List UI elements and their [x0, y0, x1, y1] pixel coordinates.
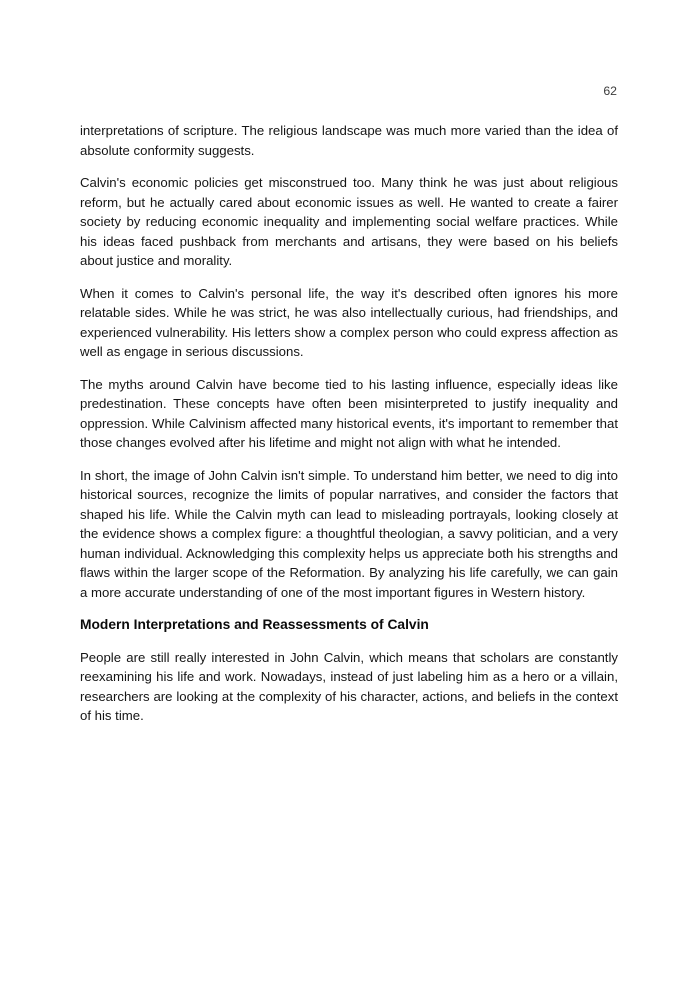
page-number: 62: [603, 84, 617, 98]
section-heading: Modern Interpretations and Reassessments of Calvin: [80, 617, 429, 632]
paragraph-myths-influence: The myths around Calvin have become tied to his lasting influence, especially ideas like predestination. These concepts have often been misinterpreted to justify inequality and oppression. While Calvinism affected many historical events, it's important to remember that those changes evolved after his lifetime and might not align with what he intended.: [80, 376, 618, 450]
page-content: [80, 121, 618, 739]
paragraph-continuation: interpretations of scripture. The religious landscape was much more varied than the idea of absolute conformity suggests.: [80, 123, 618, 158]
paragraph-economic-policies: Calvin's economic policies get misconstrued too. Many think he was just about religious reform, but he actually cared about economic issues as well. He wanted to create a fairer society by reducing economic inequality and implementing social welfare practices. While his ideas faced pushback from merchants and artisans, they were based on his beliefs about justice and morality.: [80, 175, 618, 268]
paragraph-personal-life: When it comes to Calvin's personal life, the way it's described often ignores his more relatable sides. While he was strict, he was also intellectually curious, had friendships, and experienced vulnerability. His letters show a complex person who could express affection as well as engage in serious discussions.: [80, 285, 618, 359]
paragraph-modern-interpretations: People are still really interested in John Calvin, which means that scholars are constantly reexamining his life and work. Nowadays, instead of just labeling him as a hero or a villain, researchers are looking at the complexity of his character, actions, and beliefs in the context of his time.: [80, 649, 618, 723]
paragraph-summary: In short, the image of John Calvin isn't simple. To understand him better, we need to dig into historical sources, recognize the limits of popular narratives, and consider the factors that shaped his life. While the Calvin myth can lead to misleading portrayals, looking closely at the evidence shows a complex figure: a thoughtful theologian, a savvy politician, and a very human individual. Acknowledging this complexity helps us appreciate both his strengths and flaws within the larger scope of the Reformation. By analyzing his life carefully, we can gain a more accurate understanding of one of the most important figures in Western history.: [80, 467, 618, 600]
